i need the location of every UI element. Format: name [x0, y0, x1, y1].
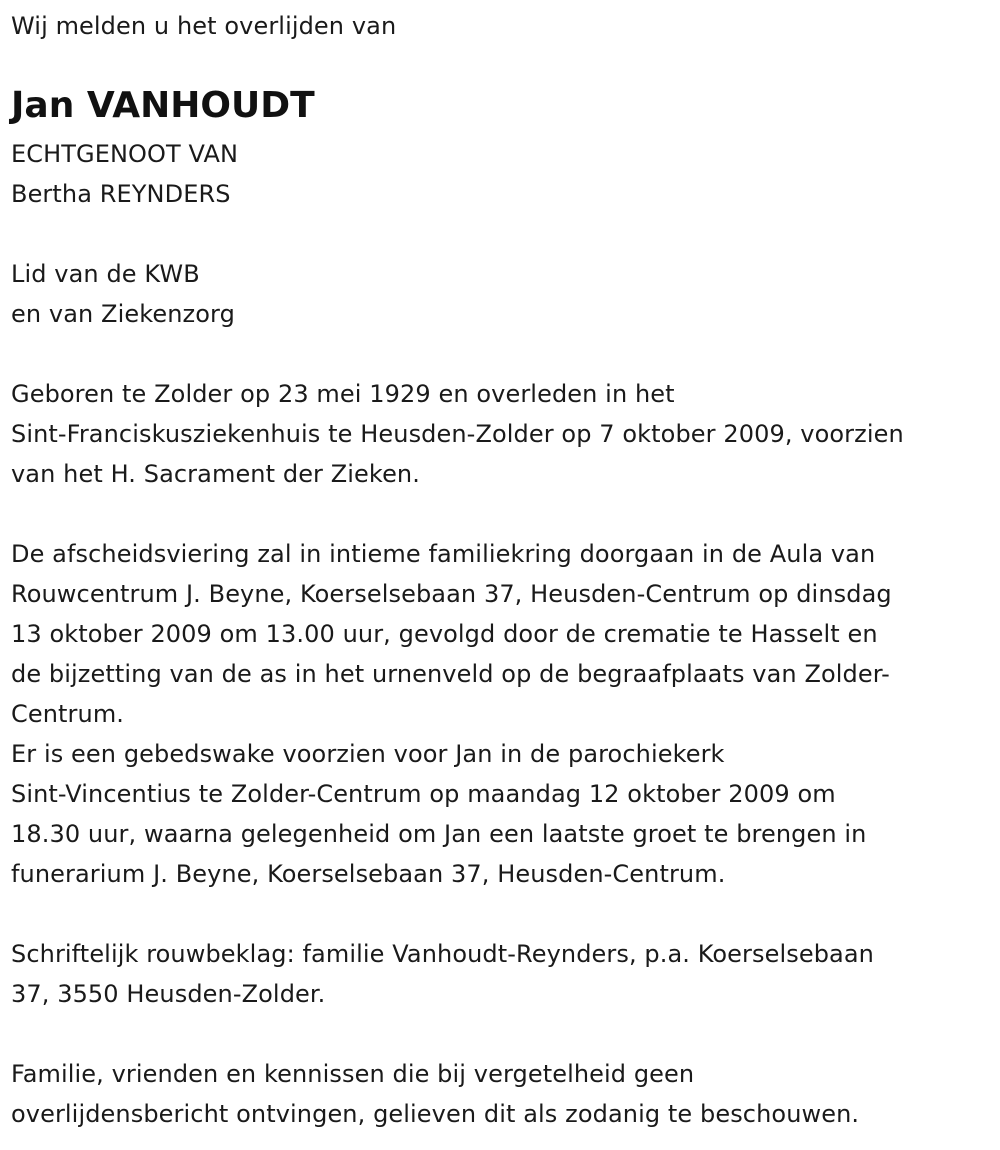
paragraph-line: van het H. Sacrament der Zieken.: [11, 460, 420, 488]
membership-block: [11, 254, 235, 334]
paragraph-line: Centrum.: [11, 700, 125, 728]
paragraph-line: 37, 3550 Heusden-Zolder.: [11, 980, 326, 1008]
birth-death-paragraph: [11, 374, 904, 494]
condolence-paragraph: [11, 934, 874, 1014]
closing-paragraph: [11, 1054, 859, 1134]
paragraph-line: funerarium J. Beyne, Koerselsebaan 37, Heusden-Centrum.: [11, 860, 726, 888]
spouse-block: [11, 134, 238, 214]
deceased-name: Jan VANHOUDT: [11, 85, 315, 126]
paragraph-line: Geboren te Zolder op 23 mei 1929 en overleden in het: [11, 380, 675, 408]
membership-line: Lid van de KWB: [11, 260, 200, 288]
spouse-name: Bertha REYNDERS: [11, 180, 231, 208]
membership-line: en van Ziekenzorg: [11, 300, 235, 328]
paragraph-line: De afscheidsviering zal in intieme familiekring doorgaan in de Aula van: [11, 540, 876, 568]
paragraph-line: Rouwcentrum J. Beyne, Koerselsebaan 37, Heusden-Centrum op dinsdag: [11, 580, 892, 608]
intro-text: Wij melden u het overlijden van: [11, 12, 397, 40]
paragraph-line: 13 oktober 2009 om 13.00 uur, gevolgd door de crematie te Hasselt en: [11, 620, 878, 648]
paragraph-line: Familie, vrienden en kennissen die bij vergetelheid geen: [11, 1060, 695, 1088]
spouse-relation: ECHTGENOOT VAN: [11, 140, 239, 168]
paragraph-line: Sint-Franciskusziekenhuis te Heusden-Zolder op 7 oktober 2009, voorzien: [11, 420, 904, 448]
paragraph-line: overlijdensbericht ontvingen, gelieven dit als zodanig te beschouwen.: [11, 1100, 860, 1128]
paragraph-line: 18.30 uur, waarna gelegenheid om Jan een laatste groet te brengen in: [11, 820, 867, 848]
ceremony-paragraph: [11, 534, 892, 894]
paragraph-line: Er is een gebedswake voorzien voor Jan in de parochiekerk: [11, 740, 725, 768]
paragraph-line: de bijzetting van de as in het urnenveld op de begraafplaats van Zolder-: [11, 660, 890, 688]
paragraph-line: Schriftelijk rouwbeklag: familie Vanhoudt-Reynders, p.a. Koerselsebaan: [11, 940, 874, 968]
paragraph-line: Sint-Vincentius te Zolder-Centrum op maandag 12 oktober 2009 om: [11, 780, 836, 808]
